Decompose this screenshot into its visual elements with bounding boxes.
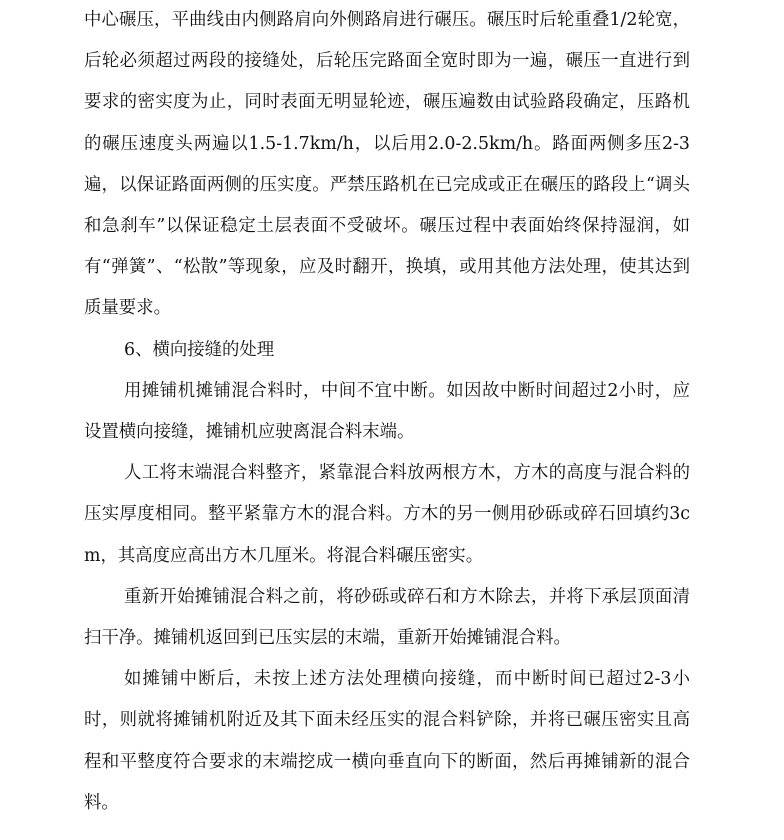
paragraph-paver-interruption: 用摊铺机摊铺混合料时，中间不宜中断。如因故中断时间超过2小时，应设置横向接缝，摊铺机应驶离混合料末端。: [84, 380, 690, 443]
paragraph-no-joint-handling: 如摊铺中断后，未按上述方法处理横向接缝，而中断时间已超过2-3小时，则就将摊铺机附近及其下面未经压实的混合料铲除，并将已碾压密实且高程和平整度符合要求的末端挖成一横向垂直向下的断面，然后再摊铺新的混合料。: [84, 669, 690, 813]
paragraph-manual-leveling: 人工将末端混合料整齐，紧靠混合料放两根方木，方木的高度与混合料的压实厚度相同。整平紧靠方木的混合料。方木的另一侧用砂砾或碎石回填约3cm，其高度应高出方木几厘米。将混合料碾压密实。: [84, 463, 690, 566]
document-body: [84, 0, 690, 824]
section-heading-transverse-joint: 6、横向接缝的处理: [124, 339, 275, 360]
paragraph-restart-paving: 重新开始摊铺混合料之前，将砂砾或碎石和方木除去，并将下承层顶面清扫干净。摊铺机返回到已压实层的末端，重新开始摊铺混合料。: [84, 586, 690, 649]
paragraph-rolling-procedure: 中心碾压，平曲线由内侧路肩向外侧路肩进行碾压。碾压时后轮重叠1/2轮宽，后轮必须超过两段的接缝处，后轮压完路面全宽时即为一遍，碾压一直进行到要求的密实度为止，同时表面无明显轮迹，碾压遍数由试验路段确定，压路机的碾压速度头两遍以1.5-1.7km/h，以后用2.0-2.5km/h。路面两侧多压2-3遍，以保证路面两侧的压实度。严禁压路机在已完成或正在碾压的路段上“调头和急刹车”以保证稳定土层表面不受破坏。碾压过程中表面始终保持湿润，如有“弹簧”、“松散”等现象，应及时翻开，换填，或用其他方法处理，使其达到质量要求。: [84, 10, 690, 319]
